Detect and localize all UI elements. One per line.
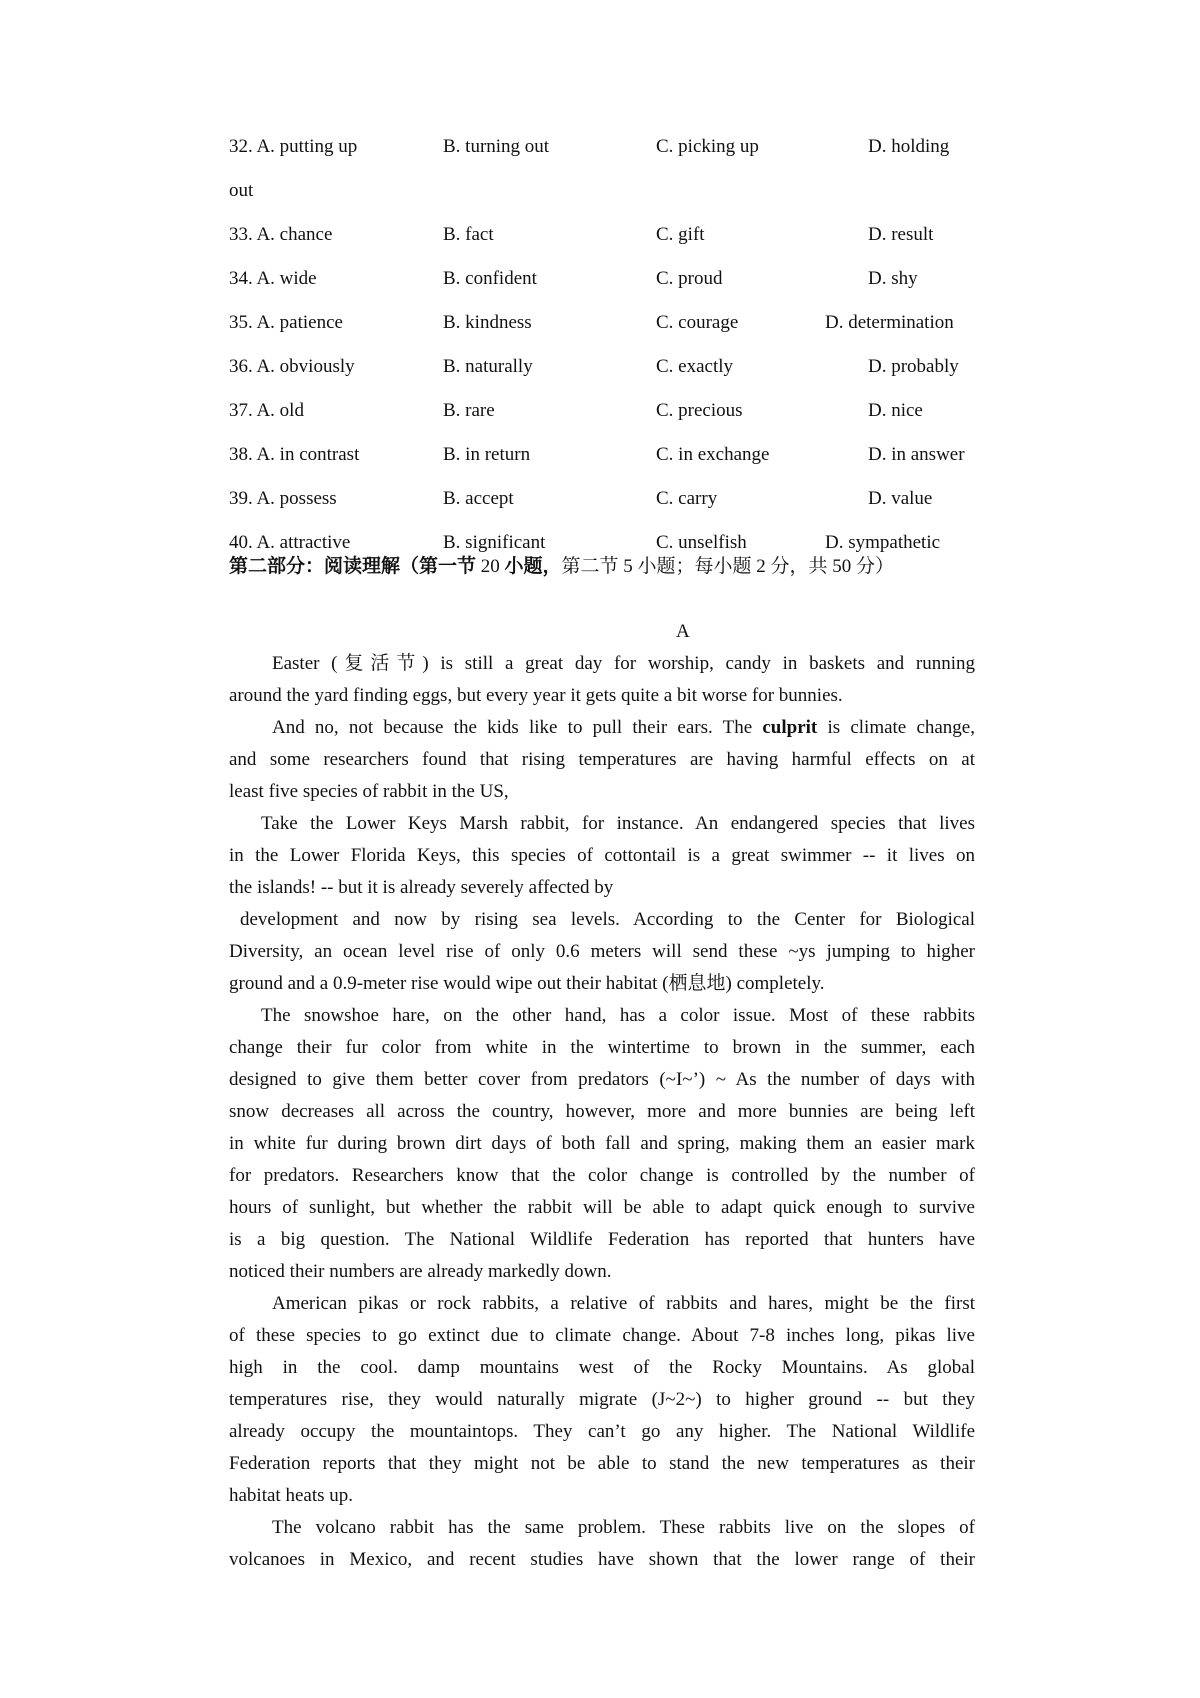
passage-line: habitat heats up. — [229, 1485, 353, 1506]
option-c: C. picking up — [656, 136, 759, 157]
passage-line: volcanoes in Mexico, and recent studies have shown that the lower range of their — [229, 1549, 975, 1570]
option-c: C. precious — [656, 400, 743, 421]
option-c: C. unselfish — [656, 532, 747, 553]
passage-line: snow decreases all across the country, however, more and more bunnies are being left — [229, 1101, 975, 1122]
option-d-wrap: out — [229, 180, 254, 201]
passage-line: and some researchers found that rising temperatures are having harmful effects on at — [229, 749, 975, 770]
option-d: D. sympathetic — [825, 532, 941, 553]
passage-line: in the Lower Florida Keys, this species of cottontail is a great swimmer -- it lives on — [229, 845, 975, 866]
passage-line: hours of sunlight, but whether the rabbit will be able to adapt quick enough to survive — [229, 1197, 975, 1218]
passage-line: Take the Lower Keys Marsh rabbit, for instance. An endangered species that lives — [261, 813, 975, 834]
passage-line: Easter (复活节) is still a great day for worship, candy in baskets and running — [272, 653, 975, 674]
option-c: C. exactly — [656, 356, 734, 377]
passage-line: And no, not because the kids like to pull their ears. The culprit is climate change, — [272, 717, 975, 738]
option-a: 40. A. attractive — [229, 532, 351, 553]
passage-line: for predators. Researchers know that the color change is controlled by the number of — [229, 1165, 975, 1186]
option-a: 35. A. patience — [229, 312, 343, 333]
option-a: 32. A. putting up — [229, 136, 358, 157]
option-d: D. nice — [868, 400, 923, 421]
option-b: B. rare — [443, 400, 495, 421]
option-a: 33. A. chance — [229, 224, 333, 245]
option-d: D. holding — [868, 136, 950, 157]
option-d: D. determination — [825, 312, 954, 333]
passage-line: ground and a 0.9-meter rise would wipe out their habitat (栖息地) completely. — [229, 973, 825, 994]
passage-line: Diversity, an ocean level rise of only 0.6 meters will send these ~ys jumping to higher — [229, 941, 975, 962]
option-a: 37. A. old — [229, 400, 304, 421]
passage-line: temperatures rise, they would naturally migrate (J~2~) to higher ground -- but they — [229, 1389, 975, 1410]
option-b: B. accept — [443, 488, 514, 509]
option-d: D. value — [868, 488, 933, 509]
passage-line: Federation reports that they might not be able to stand the new temperatures as their — [229, 1453, 975, 1474]
passage-line: The volcano rabbit has the same problem. These rabbits live on the slopes of — [272, 1517, 975, 1538]
passage-line: high in the cool. damp mountains west of the Rocky Mountains. As global — [229, 1357, 975, 1378]
passage-title: A — [676, 621, 690, 642]
culprit-keyword: culprit — [762, 717, 818, 738]
passage-line: American pikas or rock rabbits, a relative of rabbits and hares, might be the first — [272, 1293, 975, 1314]
option-b: B. significant — [443, 532, 546, 553]
option-b: B. kindness — [443, 312, 532, 333]
option-a: 36. A. obviously — [229, 356, 355, 377]
passage-line: designed to give them better cover from predators (~I~’) ~ As the number of days with — [229, 1069, 975, 1090]
option-b: B. naturally — [443, 356, 533, 377]
option-d: D. result — [868, 224, 934, 245]
passage-line: noticed their numbers are already markedly down. — [229, 1261, 612, 1282]
passage-line: the islands! -- but it is already severely affected by — [229, 877, 614, 898]
passage-line: least five species of rabbit in the US, — [229, 781, 509, 802]
passage-line: change their fur color from white in the wintertime to brown in the summer, each — [229, 1037, 975, 1058]
option-b: B. confident — [443, 268, 537, 289]
option-b: B. turning out — [443, 136, 550, 157]
passage-line: is a big question. The National Wildlife Federation has reported that hunters have — [229, 1229, 975, 1250]
option-a: 39. A. possess — [229, 488, 337, 509]
passage-line: The snowshoe hare, on the other hand, has a color issue. Most of these rabbits — [261, 1005, 975, 1026]
option-a: 34. A. wide — [229, 268, 317, 289]
passage-line: of these species to go extinct due to climate change. About 7-8 inches long, pikas live — [229, 1325, 975, 1346]
passage-line: development and now by rising sea levels. According to the Center for Biological — [240, 909, 975, 930]
passage-line: already occupy the mountaintops. They can’t go any higher. The National Wildlife — [229, 1421, 975, 1442]
option-c: C. in exchange — [656, 444, 770, 465]
option-b: B. fact — [443, 224, 494, 245]
passage-line: in white fur during brown dirt days of both fall and spring, making them an easier mark — [229, 1133, 975, 1154]
option-c: C. carry — [656, 488, 718, 509]
section-header: 第二部分：阅读理解（第一节 20 小题，第二节 5 小题；每小题 2 分，共 50 分） — [229, 556, 895, 577]
option-d: D. in answer — [868, 444, 965, 465]
option-a: 38. A. in contrast — [229, 444, 360, 465]
option-d: D. shy — [868, 268, 918, 289]
option-c: C. courage — [656, 312, 739, 333]
option-c: C. proud — [656, 268, 723, 289]
option-d: D. probably — [868, 356, 959, 377]
option-c: C. gift — [656, 224, 705, 245]
option-b: B. in return — [443, 444, 531, 465]
passage-line: around the yard finding eggs, but every year it gets quite a bit worse for bunnies. — [229, 685, 843, 706]
